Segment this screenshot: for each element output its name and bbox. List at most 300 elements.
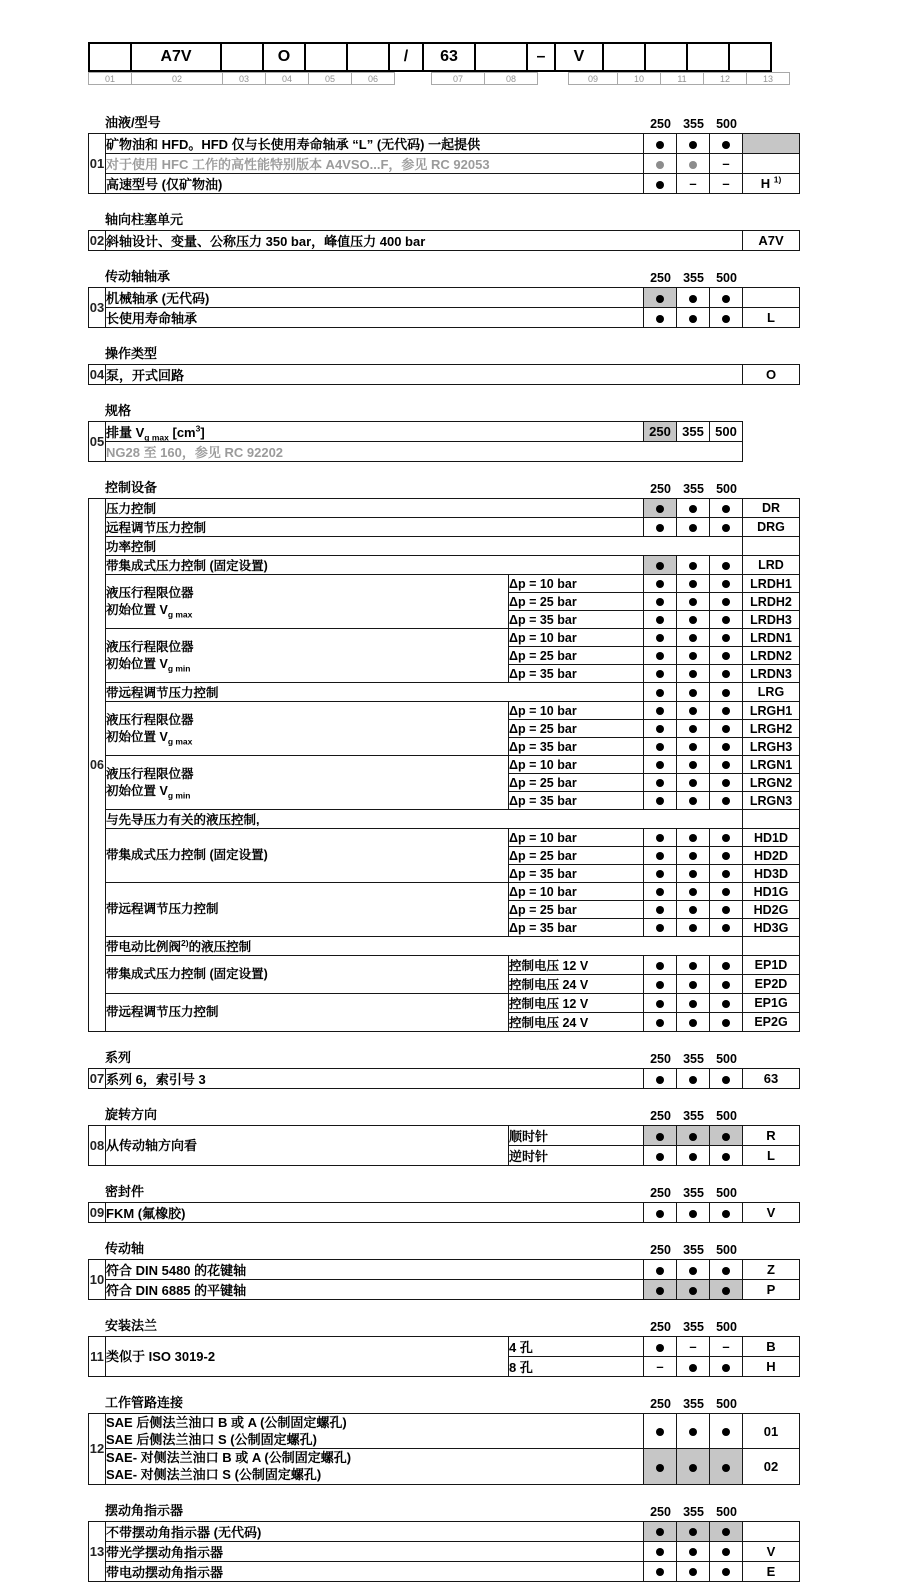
availability-dot [722,852,730,860]
availability-dot [689,1528,697,1536]
code-cell: E [743,1561,800,1581]
row-label-line: 初始位置 $V_{g max}$ [106,729,193,746]
code-cell: EP2D [743,975,800,994]
availability-cell [644,1069,677,1089]
availability-cell [710,518,743,537]
section-table [88,1068,800,1089]
section-table [88,133,800,194]
section-header [88,343,800,362]
availability-cell [644,829,677,847]
availability-cell [710,792,743,810]
availability-cell [644,308,677,328]
row-label [106,1449,644,1484]
row-label-line: 带集成式压力控制 (固定设置) [106,848,268,863]
availability-dot [656,1528,664,1536]
size-column-header: 250 [650,1397,671,1411]
table-row [89,537,800,556]
table-row [89,134,800,154]
subscript: g max [167,736,193,746]
availability-cell [677,1561,710,1581]
order-code-position-13: 13 [746,72,790,85]
table-row [89,683,800,702]
order-code-position-08: 08 [484,72,538,85]
order-code-position-09: 09 [568,72,618,85]
availability-dot [656,707,664,715]
row-label: 对于使用 HFC 工作的高性能特别版本 A4VSO...F，参见 RC 92053 [106,154,644,174]
code-cell: DR [743,499,800,518]
table-row [89,575,800,593]
availability-dot [722,906,730,914]
code-cell: EP1G [743,994,800,1013]
availability-cell [710,956,743,975]
row-label: 符合 DIN 6885 的平键轴 [106,1280,644,1300]
availability-cell [710,593,743,611]
availability-dot [722,707,730,715]
row-label [106,1414,644,1449]
availability-cell [677,919,710,937]
order-code-position-04: 04 [265,72,309,85]
table-row [89,556,800,575]
table-row [89,1337,800,1357]
table-row [89,1541,800,1561]
availability-cell [644,1414,677,1449]
table-row [89,422,743,442]
row-param: 控制电压 24 V [508,975,643,994]
availability-dot [722,1210,730,1218]
availability-dot [689,906,697,914]
size-column-header: 355 [683,271,704,285]
order-code-cell-06 [346,42,390,72]
section-11 [88,1315,800,1377]
availability-dot [689,1153,697,1161]
availability-dot [722,689,730,697]
table-row [89,756,800,774]
availability-cell [644,611,677,629]
availability-dot [689,743,697,751]
subscript: g max [144,432,169,443]
availability-dot [656,962,664,970]
availability-cell [710,829,743,847]
section-06 [88,477,800,1032]
row-label-line: 从传动轴方向看 [106,1137,198,1153]
row-label-line: 液压行程限位器 [106,767,194,781]
code-cell: O [743,365,800,385]
ordering-code-position-bar [88,72,800,85]
availability-cell [677,1414,710,1449]
availability-cell [644,134,677,154]
code-cell: HD2D [743,847,800,865]
table-row [89,702,800,720]
not-available-dash: – [689,176,697,191]
availability-cell [677,518,710,537]
availability-cell [644,756,677,774]
table-row [89,1449,800,1484]
availability-dot [656,652,664,660]
section-title: 摆动角指示器 [105,1502,184,1518]
availability-cell [710,738,743,756]
code-cell: R [743,1126,800,1146]
section-title: 系列 [105,1050,132,1065]
section-01 [88,112,800,194]
table-row [89,1280,800,1300]
availability-dot [689,1428,697,1436]
row-label: 泵，开式回路 [106,365,743,385]
availability-cell [710,975,743,994]
availability-dot [722,761,730,769]
availability-dot [656,779,664,787]
availability-dot [656,562,664,570]
availability-dot [656,1548,664,1556]
availability-cell [710,134,743,154]
row-label: 系列 6，索引号 3 [106,1069,644,1089]
availability-cell [677,683,710,702]
availability-cell [644,1260,677,1280]
row-param: Δp = 35 bar [508,919,643,937]
code-cell: LRGH3 [743,738,800,756]
section-header [88,209,800,228]
availability-cell [710,174,743,194]
availability-dot [722,634,730,642]
availability-dot [656,906,664,914]
availability-dot [656,670,664,678]
availability-cell [644,1126,677,1146]
availability-cell [644,774,677,792]
row-label [106,575,509,629]
section-number: 10 [89,1260,106,1300]
code-cell: LRGH1 [743,702,800,720]
availability-dot [689,505,697,513]
table-row [89,810,800,829]
section-title: 规格 [105,403,132,418]
row-label-line: 类似于 ISO 3019-2 [106,1348,216,1364]
availability-cell [677,847,710,865]
table-row [89,231,800,251]
size-column-header: 355 [683,1109,704,1123]
section-table [88,1202,800,1223]
availability-cell [644,665,677,683]
availability-cell [644,994,677,1013]
availability-cell [677,1337,710,1357]
availability-cell [710,556,743,575]
section-title: 工作管路连接 [105,1395,184,1410]
row-param: Δp = 25 bar [508,774,643,792]
availability-dot [656,1464,664,1472]
availability-cell [710,683,743,702]
section-header [88,477,800,496]
section-header [88,266,800,285]
table-row [89,1069,800,1089]
availability-cell [677,702,710,720]
availability-dot [689,962,697,970]
row-label: 机械轴承 (无代码) [106,288,644,308]
row-param: Δp = 35 bar [508,665,643,683]
availability-cell [644,1449,677,1484]
availability-dot [722,924,730,932]
size-column-header: 500 [716,1243,737,1257]
table-row [89,499,800,518]
availability-dot [656,1019,664,1027]
section-table [88,421,743,462]
row-label-line: 液压行程限位器 [106,713,194,727]
availability-dot [722,797,730,805]
size-column-header: 500 [716,1052,737,1066]
availability-dot [656,725,664,733]
code-cell: A7V [743,231,800,251]
row-label: FKM (氟橡胶) [106,1203,644,1223]
availability-cell [644,865,677,883]
availability-dot [656,634,664,642]
section-table [88,1521,800,1582]
availability-dot [722,670,730,678]
row-label: 矿物油和 HFD。HFD 仅与长使用寿命轴承 “L” (无代码) 一起提供 [106,134,644,154]
availability-dot [722,1464,730,1472]
size-column-header: 250 [650,1052,671,1066]
availability-cell [710,1521,743,1541]
section-table [88,1259,800,1300]
row-label-line: SAE 后侧法兰油口 S (公制固定螺孔) [106,1432,317,1448]
row-label [106,702,509,756]
size-column-header: 355 [683,1243,704,1257]
code-cell: LRGN3 [743,792,800,810]
table-row [89,956,800,975]
availability-dot [722,598,730,606]
availability-cell [710,1414,743,1449]
availability-dot [656,834,664,842]
size-column-header: 355 [683,1504,704,1519]
section-number: 06 [89,499,106,1032]
not-available-dash: – [722,176,730,191]
availability-cell [644,518,677,537]
code-cell: EP2G [743,1013,800,1032]
availability-cell [644,720,677,738]
code-cell: B [743,1337,800,1357]
row-label: 带集成式压力控制 (固定设置) [106,556,644,575]
ordering-code-bar [88,42,800,72]
availability-dot [656,315,664,323]
availability-dot [722,1153,730,1161]
section-header [88,1392,800,1411]
code-cell: LRGN1 [743,756,800,774]
availability-dot [656,295,664,303]
row-param: 4 孔 [509,1337,644,1357]
availability-dot [722,1548,730,1556]
availability-cell [644,1337,677,1357]
code-cell: LRGH2 [743,720,800,738]
section-number: 13 [89,1521,106,1581]
order-code-cell-02: A7V [130,42,222,72]
availability-cell [710,847,743,865]
table-row [89,308,800,328]
code-cell: 02 [743,1449,800,1484]
row-label [106,756,509,810]
row-param: Δp = 10 bar [508,756,643,774]
row-label: 压力控制 [106,499,644,518]
availability-dot [656,1076,664,1084]
section-title: 传动轴轴承 [105,269,171,284]
availability-cell [677,901,710,919]
availability-cell [677,1146,710,1166]
section-number: 07 [89,1069,106,1089]
row-param: Δp = 35 bar [508,792,643,810]
size-column-header: 250 [650,1243,671,1257]
row-param: Δp = 25 bar [508,593,643,611]
not-available-dash: – [722,156,730,171]
code-cell: HD2G [743,901,800,919]
empty-region [743,937,800,956]
availability-dot [722,779,730,787]
availability-dot [656,1000,664,1008]
size-column-header: 500 [716,1397,737,1411]
order-code-cell-12 [686,42,730,72]
code-cell: L [743,308,800,328]
section-header [88,1181,800,1200]
availability-dot [722,888,730,896]
availability-dot [689,634,697,642]
row-param: Δp = 25 bar [508,647,643,665]
availability-dot [656,1133,664,1141]
row-label: 带远程调节压力控制 [106,683,644,702]
row-label [106,829,509,883]
row-param: Δp = 25 bar [508,901,643,919]
availability-cell [644,901,677,919]
availability-dot [689,1267,697,1275]
code-cell: H $^{1)}$ [743,174,800,194]
order-code-position-12: 12 [703,72,747,85]
availability-dot [689,981,697,989]
availability-cell [710,1126,743,1146]
row-param: 控制电压 24 V [508,1013,643,1032]
availability-dot [689,598,697,606]
availability-cell [644,792,677,810]
availability-dot [656,616,664,624]
row-label: 长使用寿命轴承 [106,308,644,328]
availability-dot [722,1076,730,1084]
availability-cell [644,738,677,756]
order-code-position-06: 06 [351,72,395,85]
section-header [88,1104,800,1123]
availability-cell [644,975,677,994]
row-label-line: 带远程调节压力控制 [106,1005,219,1020]
availability-dot [689,1019,697,1027]
row-label: 带电动摆动角指示器 [106,1561,644,1581]
code-cell: V [743,1541,800,1561]
availability-dot [656,505,664,513]
availability-cell [710,1541,743,1561]
availability-dot [689,1364,697,1372]
availability-cell [710,288,743,308]
code-cell: LRGN2 [743,774,800,792]
subsection-header: 功率控制 [106,537,743,556]
subsection-header: 与先导压力有关的液压控制, [106,810,743,829]
section-header [88,1315,800,1334]
availability-cell [710,308,743,328]
table-row [89,154,800,174]
availability-cell [710,919,743,937]
availability-cell [644,883,677,901]
availability-cell [677,756,710,774]
code-cell: 01 [743,1414,800,1449]
code-cell [743,1521,800,1541]
code-cell: H [743,1357,800,1377]
section-13 [88,1500,800,1582]
row-param: 8 孔 [509,1357,644,1377]
availability-cell [710,883,743,901]
code-cell: LRG [743,683,800,702]
availability-cell [710,154,743,174]
footnote-superscript: 2) [181,937,189,948]
availability-cell [677,1126,710,1146]
availability-cell [644,956,677,975]
order-code-cell-09: V [554,42,604,72]
availability-dot [722,562,730,570]
table-row [89,994,800,1013]
availability-dot [689,870,697,878]
availability-cell [710,1449,743,1484]
table-row [89,442,743,462]
availability-cell [677,134,710,154]
size-column-header: 500 [716,1186,737,1200]
availability-cell [710,1203,743,1223]
availability-cell [677,174,710,194]
availability-cell [644,702,677,720]
availability-dot [689,524,697,532]
order-code-position-gap [395,72,431,85]
section-title: 操作类型 [105,346,158,361]
availability-cell [677,1013,710,1032]
section-title: 密封件 [105,1184,145,1199]
availability-cell [644,1203,677,1223]
section-number: 11 [89,1337,106,1377]
availability-cell [710,1280,743,1300]
subscript: g min [167,663,191,673]
availability-dot [689,562,697,570]
row-label [106,956,509,994]
availability-dot [656,924,664,932]
availability-dot [656,981,664,989]
row-label [106,1337,509,1377]
availability-cell [644,575,677,593]
order-code-cell-07: 63 [422,42,476,72]
availability-cell [644,919,677,937]
row-label [106,883,509,937]
section-02 [88,209,800,251]
availability-dot [722,1364,730,1372]
row-param: 控制电压 12 V [508,956,643,975]
table-row [89,365,800,385]
section-table [88,364,800,385]
availability-cell [677,288,710,308]
table-row [89,829,800,847]
size-column-header: 355 [683,1397,704,1411]
table-row [89,1126,800,1146]
subsection-header: 带电动比例阀$^{2)}$的液压控制 [106,937,743,956]
availability-dot [722,505,730,513]
section-title: 控制设备 [105,480,158,495]
row-param: Δp = 10 bar [508,883,643,901]
availability-dot [722,1019,730,1027]
row-label-line: SAE 后侧法兰油口 B 或 A (公制固定螺孔) [106,1415,347,1430]
availability-cell [710,647,743,665]
code-cell: HD1D [743,829,800,847]
code-cell: LRDH1 [743,575,800,593]
section-number: 09 [89,1203,106,1223]
table-row [89,518,800,537]
availability-dot [722,1133,730,1141]
availability-dot [656,870,664,878]
section-header [88,1238,800,1257]
section-10 [88,1238,800,1300]
availability-cell [644,174,677,194]
